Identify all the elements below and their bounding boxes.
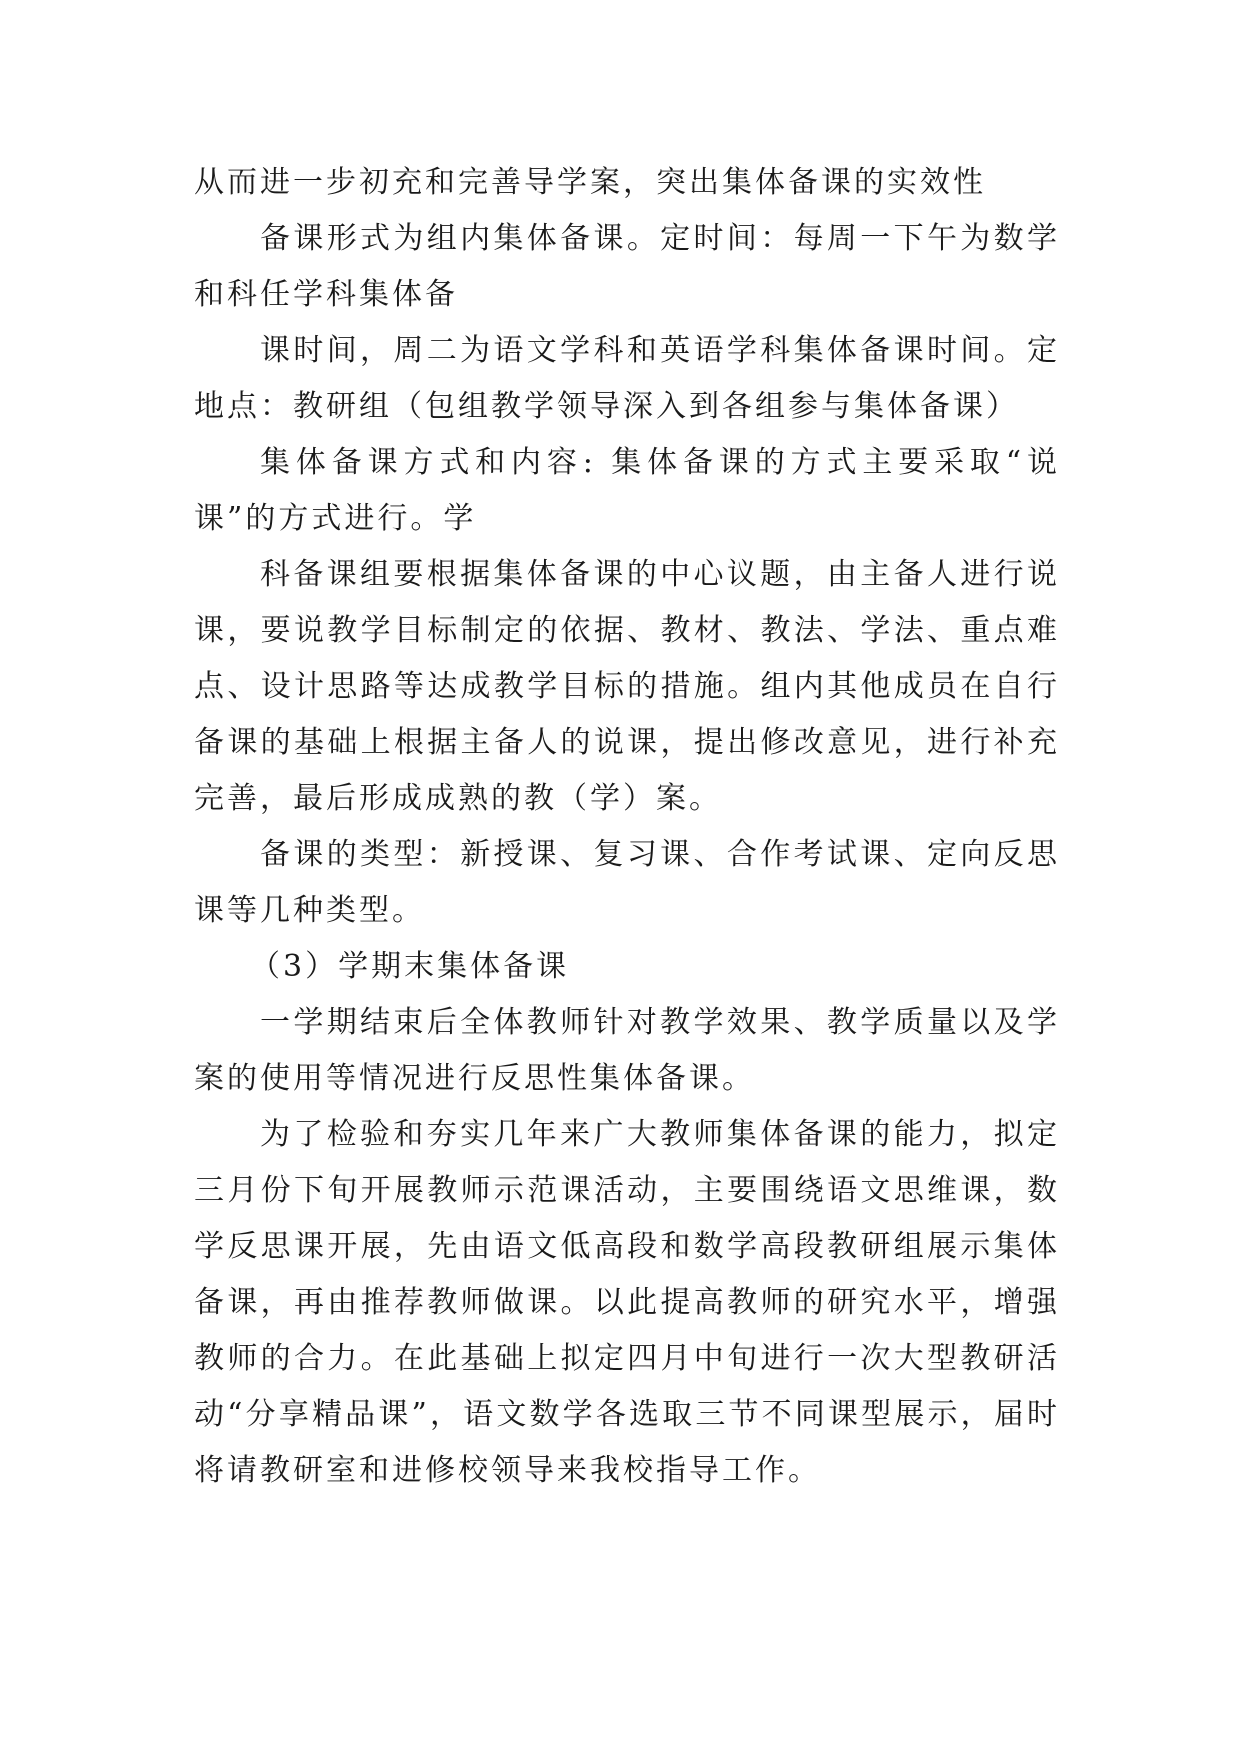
section-heading: （3）学期末集体备课 bbox=[250, 949, 570, 984]
paragraph: 为了检验和夯实几年来广大教师集体备课的能力，拟定三月份下旬开展教师示范课活动，主要围绕语文思维课，数学反思课开展，先由语文低高段和数学高段教研组展示集体备课，再由推荐教师做课。以此提高教师的研究水平，增强教师的合力。在此基础上拟定四月中旬进行一次大型教研活动“分享精品课”，语文数学各选取三节不同课型展示，届时将请教研室和进修校领导来我校指导工作。 bbox=[194, 1117, 1060, 1488]
paragraph: 一学期结束后全体教师针对教学效果、教学质量以及学案的使用等情况进行反思性集体备课。 bbox=[194, 1005, 1060, 1096]
paragraph: 科备课组要根据集体备课的中心议题，由主备人进行说课，要说教学目标制定的依据、教材、教法、学法、重点难点、设计思路等达成教学目标的措施。组内其他成员在自行备课的基础上根据主备人的说课，提出修改意见，进行补充完善，最后形成成熟的教（学）案。 bbox=[194, 557, 1060, 816]
paragraph: 备课形式为组内集体备课。定时间：每周一下午为数学和科任学科集体备 bbox=[194, 221, 1060, 312]
paragraph: 从而进一步初充和完善导学案，突出集体备课的实效性 bbox=[194, 165, 986, 200]
paragraph: 课时间，周二为语文学科和英语学科集体备课时间。定地点：教研组（包组教学领导深入到各组参与集体备课） bbox=[194, 333, 1060, 424]
document-body bbox=[194, 155, 1060, 1499]
paragraph: 备课的类型：新授课、复习课、合作考试课、定向反思课等几种类型。 bbox=[194, 837, 1060, 928]
paragraph: 集体备课方式和内容: 集体备课的方式主要采取“说课”的方式进行。学 bbox=[194, 445, 1060, 536]
